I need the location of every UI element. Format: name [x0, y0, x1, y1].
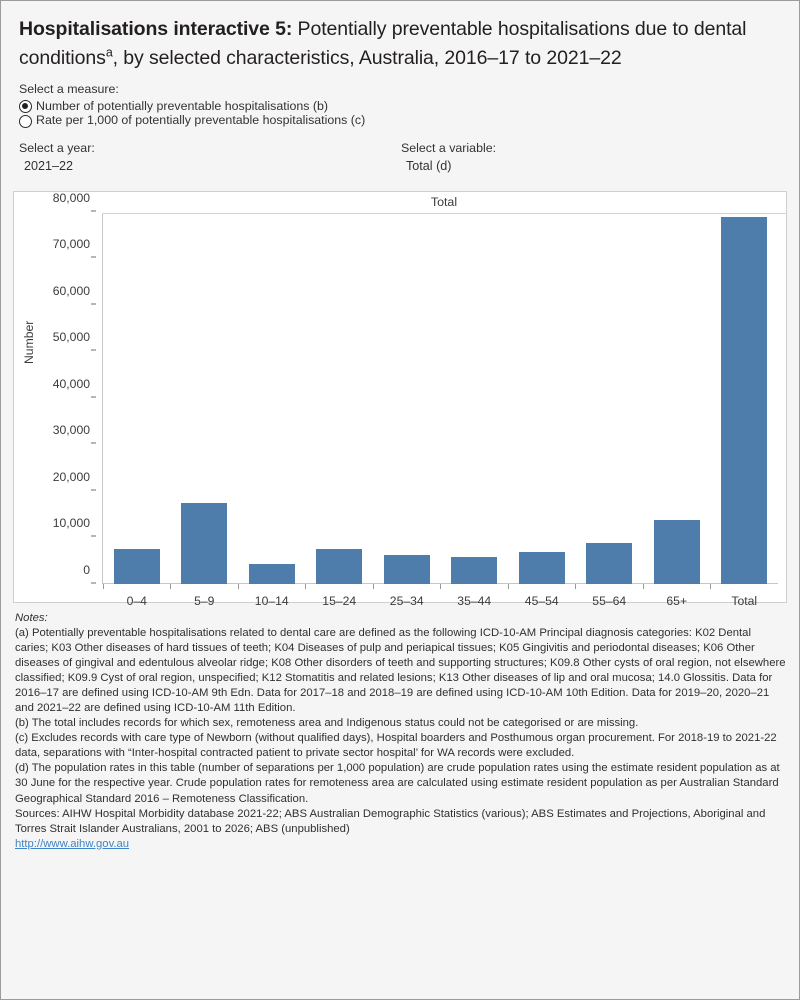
- note-item-a: (a) Potentially preventable hospitalisations related to dental care are defined as the following ICD-10-AM Principal diagnosis categories: K02 Dental caries; K03 Other diseases of hard tissues of teeth; K04 Diseases of pulp and periapical tissues; K05 Gingivitis and periodontal diseases; K06 Other diseases of gingival and edentulous alveolar ridge; K08 Other disorders of teeth and supporting structures; K09.8 Other cysts of oral region, not elsewhere classified; K09.9 Cyst of oral region, unspecified; K12 Stomatitis and related lesions; K13 Other diseases of lip and oral mucosa; 14.0 Glossitis. Data for 2016–17 are defined using ICD-10-AM 9th Edn. Data for 2017–18 and 2018–19 are defined using ICD-10-AM 10th Edition. Data for 2019–20, 2020–21 and 2021–22 are defined using ICD-10-AM 11th Edition.: [15, 626, 786, 715]
- y-tick-label: 50,000: [52, 330, 90, 345]
- plot-area: [14, 190, 786, 608]
- note-item-d: (d) The population rates in this table (number of separations per 1,000 population) are crude population rates using the estimate resident population as at 30 June for the respective year. Crude population rates for remoteness area are calculated using estimate resident population as per Australian Standard Geographical Standard 2016 – Remoteness Classification.: [15, 762, 780, 805]
- x-axis-label: 45–54: [524, 593, 559, 608]
- chart-bar[interactable]: [721, 217, 767, 584]
- bar-slot: [103, 214, 171, 584]
- radio-icon-selected[interactable]: [19, 100, 32, 113]
- page-title-rest-1: Potentially preventable hospitalisations due to dental conditions: [19, 18, 747, 69]
- y-tick-mark: [91, 489, 96, 490]
- x-tick-slot: [238, 584, 306, 589]
- x-axis-label: 35–44: [457, 593, 492, 608]
- note-item-c: (c) Excludes records with care type of Newborn (without qualified days), Hospital boarders and Posthumous organ procurement. For 2018-19 to 2021-22 data, separations with “Inter-hospital contracted patient to private sector hospital’ for WA records were excluded.: [15, 732, 777, 760]
- variable-value[interactable]: Total (d): [406, 158, 452, 173]
- chart-bar[interactable]: [181, 503, 227, 584]
- x-tick-slot: [103, 584, 171, 589]
- controls-panel: [1, 80, 799, 172]
- y-tick-mark: [91, 257, 96, 258]
- x-tick-mark: [440, 584, 441, 589]
- note-item-b: (b) The total includes records for which sex, remoteness area and Indigenous status could not be categorised or are missing.: [15, 717, 639, 730]
- notes-block: [15, 611, 787, 852]
- variable-label: Select a variable:: [401, 141, 497, 156]
- x-axis-label: 10–14: [254, 593, 289, 608]
- y-tick-mark: [91, 210, 96, 211]
- y-tick-label: 40,000: [52, 376, 90, 391]
- x-tick-mark: [508, 584, 509, 589]
- note-sources: Sources: AIHW Hospital Morbidity database 2021-22; ABS Australian Demographic Statistics (various); ABS Estimates and Projections, Aboriginal and Torres Strait Islander Australians, 2001 to 2026; ABS (unpublished): [15, 807, 766, 835]
- y-tick-label: 0: [83, 562, 90, 577]
- x-tick-slot: [711, 584, 779, 589]
- x-tick-mark: [170, 584, 171, 589]
- bar-slot: [508, 214, 576, 584]
- y-tick-mark: [91, 350, 96, 351]
- chart-bar[interactable]: [384, 555, 430, 583]
- title-block: [1, 1, 799, 80]
- x-axis-label: 0–4: [126, 593, 147, 608]
- chart-panel-header: Total: [102, 192, 786, 214]
- y-tick-label: 20,000: [52, 469, 90, 484]
- bar-slot: [643, 214, 711, 584]
- y-tick-label: 60,000: [52, 283, 90, 298]
- measure-option-label-0: Number of potentially preventable hospitalisations (b): [36, 98, 329, 113]
- chart-bar[interactable]: [654, 520, 700, 583]
- x-axis-labels: [103, 594, 778, 608]
- measure-radio-option-number[interactable]: [19, 100, 783, 114]
- aihw-website-link[interactable]: http://www.aihw.gov.au: [15, 837, 130, 850]
- x-tick-mark: [710, 584, 711, 589]
- x-tick-slot: [576, 584, 644, 589]
- x-tick-mark: [305, 584, 306, 589]
- y-axis-title: Number: [22, 320, 36, 364]
- y-axis-labels: [40, 190, 96, 602]
- x-axis-label: 65+: [666, 593, 688, 608]
- selects-row: [19, 141, 783, 173]
- y-tick-label: 10,000: [52, 516, 90, 531]
- measure-label: Select a measure:: [19, 82, 119, 97]
- page-title-rest-2: , by selected characteristics, Australia, 2016–17 to 2021–22: [112, 46, 622, 69]
- x-tick-mark: [238, 584, 239, 589]
- chart-bar[interactable]: [451, 557, 497, 584]
- x-tick-slot: [306, 584, 374, 589]
- y-tick-label: 30,000: [52, 423, 90, 438]
- chart-panel: [13, 190, 787, 608]
- bar-slot: [238, 214, 306, 584]
- chart-bar[interactable]: [114, 549, 160, 584]
- x-axis-label: 55–64: [592, 593, 627, 608]
- x-tick-mark: [103, 584, 104, 589]
- x-tick-slot: [171, 584, 239, 589]
- page-title: [19, 15, 783, 72]
- y-tick-mark: [91, 396, 96, 397]
- y-tick-mark: [91, 443, 96, 444]
- x-tick-mark: [643, 584, 644, 589]
- x-axis-label: 5–9: [194, 593, 215, 608]
- y-tick-mark: [91, 536, 96, 537]
- y-tick-mark: [91, 303, 96, 304]
- page-title-strong: Hospitalisations interactive 5:: [19, 18, 293, 40]
- y-tick-label: 70,000: [52, 237, 90, 252]
- bar-slot: [373, 214, 441, 584]
- bar-slot: [441, 214, 509, 584]
- bar-slot: [171, 214, 239, 584]
- x-axis-label: Total: [731, 593, 758, 608]
- chart-bar[interactable]: [586, 543, 632, 583]
- bar-slot: [306, 214, 374, 584]
- x-axis-label: 15–24: [322, 593, 357, 608]
- chart-bar[interactable]: [316, 549, 362, 583]
- bar-slot: [576, 214, 644, 584]
- radio-icon-unselected[interactable]: [19, 115, 32, 128]
- chart-bar[interactable]: [519, 552, 565, 584]
- notes-heading: Notes:: [15, 611, 48, 624]
- x-axis-ticks: [103, 584, 778, 589]
- year-value[interactable]: 2021–22: [24, 158, 74, 173]
- page-title-superscript: a: [105, 45, 113, 60]
- x-tick-slot: [373, 584, 441, 589]
- chart-bar[interactable]: [249, 564, 295, 584]
- year-label: Select a year:: [19, 141, 95, 156]
- y-tick-mark: [91, 582, 96, 583]
- x-tick-slot: [441, 584, 509, 589]
- x-tick-mark: [373, 584, 374, 589]
- measure-option-label-1: Rate per 1,000 of potentially preventable hospitalisations (c): [36, 113, 366, 128]
- measure-radio-option-rate[interactable]: [19, 114, 783, 128]
- year-select-group[interactable]: [19, 141, 401, 173]
- y-tick-label: 80,000: [52, 190, 90, 205]
- x-tick-slot: [508, 584, 576, 589]
- bar-slot: [711, 214, 779, 584]
- variable-select-group[interactable]: [401, 141, 783, 173]
- x-axis-label: 25–34: [389, 593, 424, 608]
- bars-container: [103, 214, 778, 584]
- x-tick-mark: [575, 584, 576, 589]
- x-tick-slot: [643, 584, 711, 589]
